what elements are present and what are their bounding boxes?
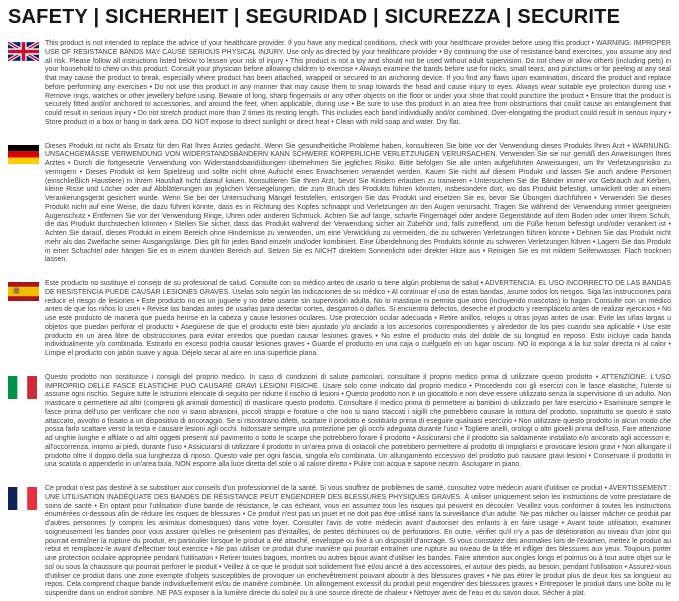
uk-flag-icon [8, 40, 39, 61]
safety-text-english: This product is not intended to replace the advice of your healthcare provider. If you have any medical conditions, check with your healthcare provider before using this product • WARNING: IMPROPER USE OF RESISTANCE BANDS MAY CAUSE SERIOUS PHYSICAL INJURY. Use only as directed by your healthcare provider • By continuing the use of resistance band exercises, you assume any and all risk. Please follow all instructions listed below to lessen your risk of injury • This product is not a toy and should not be used without adult supervision. Do not chew or allow others (including pets) in your household to chew on this product. Consult your physician before allowing children to exercise • Always examine the bands before use for nicks, small tears, and punctures or for peeling at any seal that may cause the product to break, especially where product has been attached, wrapped or secured to an anchoring device. If you find any flaws upon examination, discard the product and replace before performing any exercises • Do not use this product in any manner that may cause them to snap towards the head and cause injury to eyes. Always wear suitable eye protection during use • Remove rings, watches or other jewellery before using. Beware of long, sharp fingernails or any other objects on the floor or under your shoe that could puncture the product • Ensure that the product is securely fitted and/or anchored to accessories, and around the feet, when applicable, during use • Be sure to use this product in an area free from obstructions that could cause an entanglement that could result in serious injury • Do not stretch product more than 2 times its resting length. This includes each band individually and/or combined. Over-elongating the product could result in serious injury • Store product in a box or hang in dark area. DO NOT expose to direct sunlight or direct heat • Clean with mild soap and water. Dry flat. [45, 40, 671, 126]
italy-flag-icon [8, 374, 39, 399]
safety-text-italian: Questo prodotto non sostituisce i consigli del proprio medico. In caso di condizioni di salute particolari, consultare il proprio medico prima di utilizzare questo prodotto • ATTENZIONE: L'USO IMPROPRIO DELLE FASCE ELASTICHE PUÒ CAUSARE GRAVI LESIONI FISICHE. Usare solo come indicato dal proprio medico • Procedendo con gli esercizi con le fasce elastiche, l'utente si assume ogni rischio. Seguire tutte le istruzioni elencate di seguito per ridurre il rischio di lesioni • Questo prodotto non è un giocattolo e non deve essere utilizzato senza la supervisione di un adulto. Non masticare o permettere ad altri (compresi gli animali domestici) di masticare questo prodotto. Consultare il medico prima di permettere ai bambini di utilizzarlo per fare esercizio • Esaminare sempre le fasce prima dell'uso per verificare che non vi siano abrasioni, piccoli strappi e forature o che non si siano staccati i sigilli che potrebbero causare la rottura del prodotto, soprattutto se questo è stato attaccato, avvolto o fissato a un dispositivo di ancoraggio. Se si riscontrano difetti, scartare il prodotto e sostituirlo prima di eseguire qualsiasi esercizio • Non utilizzare questo prodotto in alcun modo che possa farlo scattare verso la testa e causare lesioni agli occhi. Indossare sempre una protezione per gli occhi adeguata durante l'uso • Togliere anelli, orologi o altri gioielli prima dell'uso. Fare attenzione ad unghie lunghe e affilate o ad altri oggetti presenti sul pavimento o sotto le scarpe che potrebbero forare il prodotto • Assicurarsi che il prodotto sia saldamente installato e/o ancorato agli accessori e, all'occorrenza, intorno ai piedi, durante l'uso • Assicurarsi di utilizzare il prodotto in un'area priva di ostacoli che potrebbero permettere al prodotto di impigliarsi e provocare lesioni gravi • Non allungare il prodotto oltre il doppio della sua lunghezza di riposo. Questo vale per ogni fascia, singola e/o combinata. Un allungamento eccessivo del prodotto può causare gravi lesioni • Conservare il prodotto in una scatola o appenderlo in un'area buia. NON esporre alla luce diretta del sole o al calore diretto • Pulire con acqua e sapone neutro. Asciugare in piano. [45, 373, 671, 469]
spain-flag-icon [8, 280, 39, 301]
section-italian [8, 374, 671, 470]
section-spanish [8, 280, 671, 359]
safety-text-german: Dieses Produkt ist nicht als Ersatz für den Rat Ihres Arztes gedacht. Wenn Sie gesundheitliche Probleme haben, konsultieren Sie bitte vor der Verwendung dieses Produkts Ihren Arzt • WARNUNG: UNSACHGEMÄSSE VERWENDUNG VON WIDERSTANDSBÄNDERN KANN SCHWERE KÖRPERLICHE VERLETZUNGEN VERURSACHEN. Verwenden Sie sie nur gemäß den Anweisungen Ihres Arztes • Durch die fortgesetzte Verwendung von Widerstandsbandübungen übernehmen Sie jegliches Risiko. Bitte befolgen Sie alle unten aufgeführten Anweisungen, um Ihr Verletzungsrisiko zu verringern • Dieses Produkt ist kein Spielzeug und sollte nicht ohne Aufsicht eines Erwachsenen verwendet werden. Kauen Sie nicht auf diesem Produkt und lassen Sie auch andere Personen (einschließlich Haustiere) in Ihrem Haushalt nicht darauf kauen. Konsultieren Sie Ihren Arzt, bevor Sie Kindern erlauben zu trainieren • Untersuchen Sie die Bänder immer vor Gebrauch auf Kerben, kleine Risse und Löcher oder auf Abblätterungen an jeglichen Versiegelungen, die zum Bruch des Produkts führen könnten, insbesondere dort, wo das Produkt befestigt, umwickelt oder an einem Verankerungsgerät gesichert wurde. Wenn Sie bei der Untersuchung Mängel feststellen, entsorgen Sie das Produkt und ersetzen Sie es, bevor Sie Übungen durchführen • Verwenden Sie dieses Produkt nicht auf eine Weise, die dazu führen könnte, dass es in Richtung des Kopfes schnappt und Verletzungen an den Augen verursacht. Tragen Sie während der Verwendung immer geeigneten Augenschutz • Entfernen Sie vor der Verwendung Ringe, Uhren oder anderen Schmuck. Achten Sie auf lange, scharfe Fingernägel oder andere Gegenstände auf dem Boden oder unter Ihrem Schuh, die das Produkt durchstechen könnten • Stellen Sie sicher, dass das Produkt während der Verwendung sicher an Zubehör und, falls zutreffend, um die Füße herum befestigt und/oder verankert ist • Achten Sie darauf, dieses Produkt in einem Bereich ohne Hindernisse zu verwenden, um eine Verwicklung zu vermeiden, die zu schweren Verletzungen führen könnte • Dehnen Sie das Produkt nicht mehr als das Zweifache seiner Ausgangslänge. Dies gilt für jedes Band einzeln und/oder kombiniert. Eine Überdehnung des Produkts könnte zu schweren Verletzungen führen • Lagern Sie das Produkt in einer Schachtel oder hängen Sie es in einem dunklen Bereich auf. Setzen Sie es NICHT direktem Sonnenlicht oder direkter Hitze aus • Reinigen Sie es mit mildem Seifenwasser. Flach trocknen lassen. [45, 142, 671, 264]
safety-text-french: Ce produit n'est pas destiné à se substituer aux conseils d'un professionnel de la santé. Si vous souffrez de problèmes de santé, consultez votre médecin avant d'utiliser ce produit • AVERTISSEMENT : UNE UTILISATION INADÉQUATE DES BANDES DE RÉSISTANCE PEUT ENGENDRER DES BLESSURES PHYSIQUES GRAVES. À utiliser uniquement selon les instructions de votre prestataire de soins de santé • En optant pour l'utilisation d'une bande de résistance, le cas échéant, vous en assumez tous les risques qui peuvent en découler. Veuillez vous conformer à toutes les instructions énumérées ci-dessous afin de réduire les risques de blessures • Ce produit n'est pas un jouet et ne doit pas être utilisé sans la surveillance d'un adulte. Ne pas mâcher ou laisser mâcher ce produit par d'autres personnes (y compris les animaux domestiques) dans votre foyer. Consulter l'avis de votre médecin avant d'autoriser des enfants à en faire usage • Avant toute utilisation, examiner soigneusement les bandes pour vous assurer qu'elles ne présentent pas d'entailles, de petites déchirures ou de perforations. En outre, vérifier qu'il n'y a pas de détérioration au niveau d'un joint qui pourrait entraîner la rupture du produit, en particulier lorsque le produit a été attaché, enveloppé ou fixé à un dispositif d'ancrage. Si vous constatez des anomalies lors de l'examen, mettez le produit au rebut et remplacez-le avant d'effectuer tout exercice • Ne pas utiliser ce produit d'une manière qui pourrait entraîner une rupture au niveau de la tête et infliger des blessures aux yeux. Toujours porter une protection oculaire appropriée pendant l'utilisation • Retirer toutes bagues, montres ou autres bijoux avant d'utiliser les bandes. Faire attention aux ongles longs et pointus ou à tout autre objet sur le sol ou sous la chaussure qui pourrait perforer le produit • Veillez à ce que le produit soit solidement fixé et/ou ancré à des accessoires, et autour des pieds, au besoin, pendant l'utilisation • Assurez-vous d'utiliser ce produit dans une zone exempte d'objets susceptibles de provoquer un enchevêtrement pouvant aboutir à des blessures graves • Ne pas étirer le produit plus de deux fois sa longueur au repos. Cela comprend chaque bande individuellement et/ou de manière combinée. Un allongement excessif du produit peut engendrer des blessures graves • Entreposer le produit dans une boîte ou le suspendre dans un endroit sombre. NE PAS exposer à la lumière directe du soleil ou à une source directe de chaleur • Nettoyer avec de l'eau et du savon doux. Sécher à plat. [45, 485, 671, 597]
germany-flag-icon [8, 143, 39, 164]
safety-text-spanish: Este producto no sustituye el consejo de su profesional de salud. Consulte con su médico antes de usarlo si tiene algún problema de salud • ADVERTENCIA: EL USO INCORRECTO DE LAS BANDAS DE RESISTENCIA PUEDE CAUSAR LESIONES GRAVES. Úselas solo según las indicaciones de su médico • Al continuar el uso de estas bandas, asume todos los riesgos. Siga las instrucciones para reducir el riesgo de lesiones • Este producto no es un juguete y no debe usarse sin supervisión adulta. No lo mastique ni permita que otros (incluyendo mascotas) lo hagan. Consulte con un médico antes de que los niños lo usen • Revise las bandas antes de usarlas para detectar cortes, desgarros o daños. Si encuentra defectos, deseche el producto y reemplácelo antes de realizar ejercicios • No use este producto de manera que pueda herirse en la cabeza y cause lesiones oculares. Use protección ocular adecuada • Retire anillos, relojes u otras joyas antes de usar. Evite las uñas largas u objetos que puedan perforar el producto • Asegúrese de que el producto esté bien ajustado y/o anclado a los accesorios correspondientes y alrededor de los pies cuando sea aplicable • Use este producto en un área libre de obstrucciones para evitar enredos que puedan causar lesiones graves • No estire el producto más del doble de su longitud en reposo. Esto incluye cada banda individualmente y/o combinada. Estirarlo en exceso podría causar lesiones graves • Guarde el producto en una caja o cuélguelo en un lugar oscuro. NO lo exponga a la luz solar directa ni al calor • Limpie el producto con jabón suave y agua. Déjelo secar al aire en una superficie plana. [45, 280, 671, 357]
section-french [8, 485, 671, 599]
section-german [8, 143, 671, 266]
section-english [8, 40, 671, 128]
page-title: SAFETY | SICHERHEIT | SEGURIDAD | SICUREZZA | SECURITE [8, 6, 621, 28]
france-flag-icon [8, 485, 39, 510]
